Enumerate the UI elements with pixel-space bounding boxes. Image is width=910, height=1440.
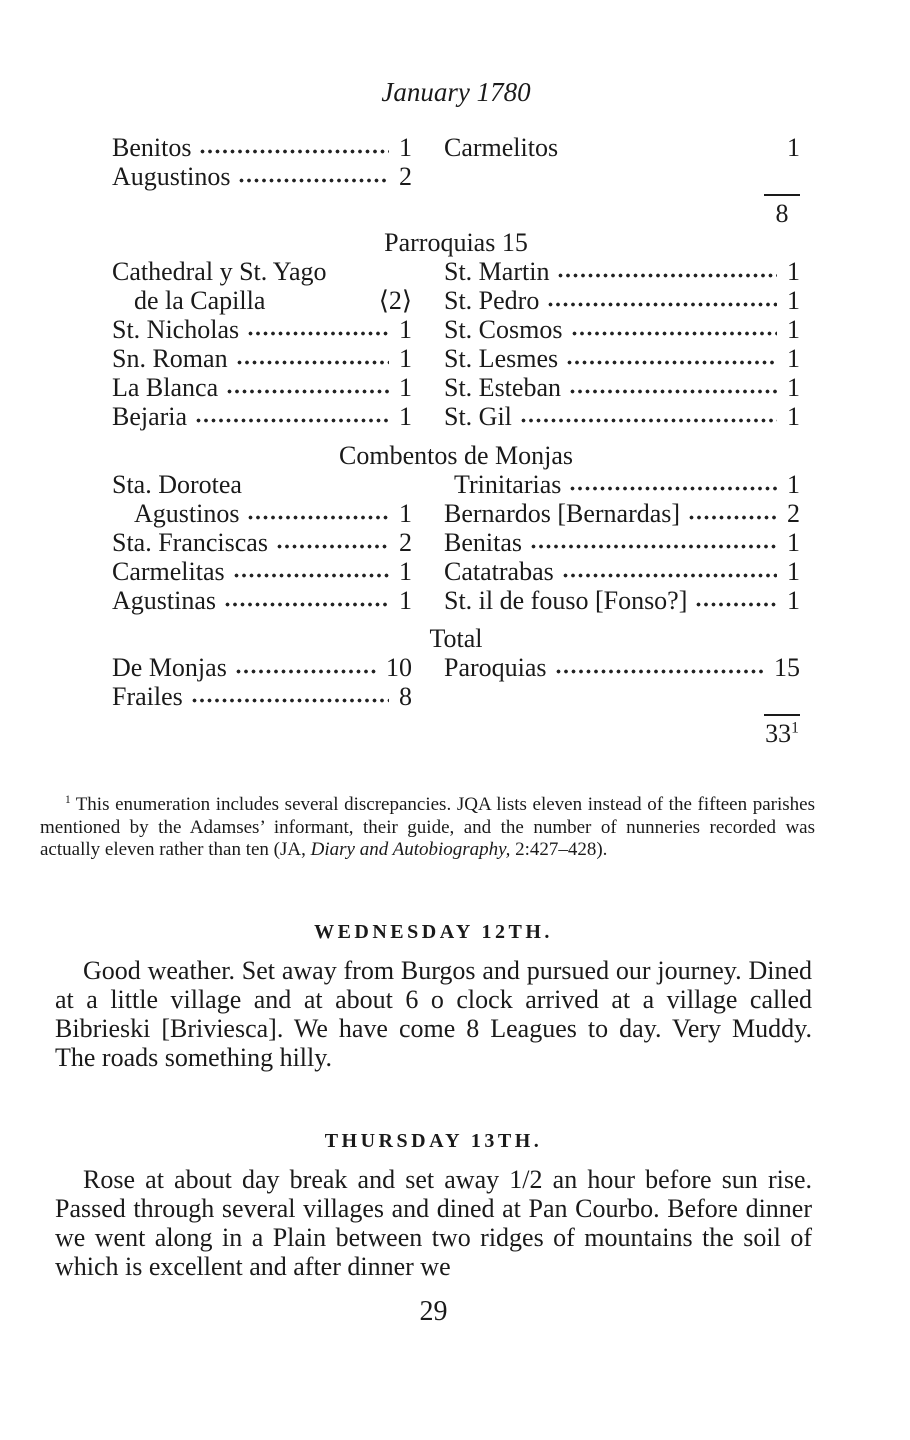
entry-label: Agustinos <box>134 499 240 528</box>
entry-value: ⟨2⟩ <box>378 286 412 315</box>
page-number: 29 <box>419 1295 448 1327</box>
tally-entry <box>444 344 800 373</box>
entry-value: 1 <box>787 586 800 615</box>
tally-entry <box>444 470 800 499</box>
dot-leader <box>570 486 777 494</box>
tally-entry <box>112 257 412 286</box>
entry-value: 8 <box>399 682 412 711</box>
tally-entry <box>444 557 800 586</box>
entry-value: 15 <box>774 653 800 682</box>
table-row <box>112 499 800 528</box>
entry-value: 1 <box>399 499 412 528</box>
dot-leader <box>248 331 389 339</box>
tally-entry <box>444 162 800 191</box>
tally-entry <box>112 133 412 162</box>
tally-entry <box>112 344 412 373</box>
table-row <box>112 286 800 315</box>
column-total-row <box>112 194 800 228</box>
entry-label: St. Cosmos <box>444 315 563 344</box>
entry-label: Benitas <box>444 528 522 557</box>
entry-value: 1 <box>787 133 800 162</box>
dot-leader <box>556 669 764 677</box>
entry-value: 1 <box>787 344 800 373</box>
tally-entry <box>112 402 412 431</box>
entry-label: Agustinas <box>112 586 216 615</box>
dot-leader <box>192 698 389 706</box>
section-header-parroquias: Parroquias 15 <box>384 228 528 257</box>
footnote <box>40 794 815 862</box>
entry-label: Catatrabas <box>444 557 554 586</box>
entry-label: Sta. Franciscas <box>112 528 268 557</box>
entry-heading: WEDNESDAY 12TH. <box>314 920 553 943</box>
dot-leader <box>277 544 389 552</box>
tally-entry <box>112 286 412 315</box>
entry-label: Sta. Dorotea <box>112 470 242 499</box>
entry-value: 10 <box>386 653 412 682</box>
entry-label: St. Gil <box>444 402 512 431</box>
table-row <box>112 682 800 711</box>
entry-value: 1 <box>787 528 800 557</box>
section-header-combentos: Combentos de Monjas <box>339 441 573 470</box>
tally-entry <box>444 499 800 528</box>
entry-label: Bejaria <box>112 402 188 431</box>
tally-entry <box>112 470 412 499</box>
entry-value: 2 <box>399 162 412 191</box>
entry-value: 2 <box>787 499 800 528</box>
tally-entry <box>112 373 412 402</box>
dot-leader <box>572 331 778 339</box>
table-row <box>112 315 800 344</box>
entry-label: Trinitarias <box>454 470 562 499</box>
table-row <box>112 402 800 431</box>
tally-entry <box>444 653 800 682</box>
dot-leader <box>200 149 389 157</box>
entry-body: Rose at about day break and set away 1/2 an hour before sun rise. Passed through several villages and dined at Pan Courbo. Before dinner we went along in a Plain between two ridges of mountains the soil of which is excellent and after dinner we <box>55 1164 812 1281</box>
dot-leader <box>696 602 777 610</box>
dot-leader <box>567 360 777 368</box>
table-row <box>112 373 800 402</box>
dot-leader <box>570 389 777 397</box>
table-row <box>112 133 800 162</box>
tally-entry <box>444 257 800 286</box>
table-row <box>112 557 800 586</box>
entry-label: Carmelitas <box>112 557 225 586</box>
entry-value: 1 <box>787 315 800 344</box>
tally-entry <box>112 557 412 586</box>
entry-label: Paroquias <box>444 653 547 682</box>
entry-label: St. Lesmes <box>444 344 559 373</box>
dot-leader <box>521 418 777 426</box>
table-row <box>112 344 800 373</box>
entry-value: 1 <box>787 557 800 586</box>
tally-entry <box>112 653 412 682</box>
table-row <box>112 162 800 191</box>
footnote-text-end: 2:427–428). <box>510 839 608 860</box>
grand-total-footnote-ref: 1 <box>791 719 799 737</box>
dot-leader <box>234 573 389 581</box>
entry-value: 1 <box>399 557 412 586</box>
footnote-citation-title: Diary and Autobiography, <box>310 839 511 860</box>
entry-label: St. Martin <box>444 257 550 286</box>
dot-leader <box>225 602 389 610</box>
entry-heading: THURSDAY 13TH. <box>324 1129 543 1152</box>
dot-leader <box>248 515 389 523</box>
grand-total-value: $33^1$ <box>764 714 800 748</box>
grand-total-row <box>112 714 800 748</box>
entry-body: Good weather. Set away from Burgos and pursued our journey. Dined at a little village and at about 6 o clock arrived at a village called Bibrieski [Briviesca]. We have come 8 Leagues to day. Very Muddy. The roads something hilly. <box>55 955 812 1072</box>
entry-value: 1 <box>787 257 800 286</box>
accounts-tally <box>112 133 800 748</box>
footnote-marker: 1 <box>65 793 71 806</box>
tally-entry <box>112 586 412 615</box>
tally-entry <box>444 528 800 557</box>
column-total-value: 8 <box>764 194 800 228</box>
entry-label: St. Esteban <box>444 373 561 402</box>
entry-value: 1 <box>787 402 800 431</box>
diary-entry-wednesday <box>0 920 910 1072</box>
dot-leader <box>563 573 777 581</box>
tally-entry <box>112 162 412 191</box>
entry-value: 1 <box>399 344 412 373</box>
entry-value: 2 <box>399 528 412 557</box>
tally-entry <box>444 682 800 711</box>
table-row <box>112 586 800 615</box>
dot-leader <box>558 273 777 281</box>
entry-value: 1 <box>787 373 800 402</box>
dot-leader <box>196 418 389 426</box>
tally-entry <box>112 682 412 711</box>
tally-entry <box>444 373 800 402</box>
tally-entry <box>112 499 412 528</box>
entry-label: St. il de fouso [Fonso?] <box>444 586 688 615</box>
entry-label: de la Capilla <box>134 286 266 315</box>
diary-entry-thursday <box>0 1129 910 1281</box>
entry-label: Frailes <box>112 682 183 711</box>
tally-entry <box>444 133 800 162</box>
table-row <box>112 470 800 499</box>
dot-leader <box>239 178 389 186</box>
entry-value: 1 <box>399 402 412 431</box>
tally-entry <box>444 402 800 431</box>
entry-label: Bernardos [Bernardas] <box>444 499 681 528</box>
table-row <box>112 528 800 557</box>
tally-entry <box>444 286 800 315</box>
entry-label: Carmelitos <box>444 133 559 162</box>
entry-label: Benitos <box>112 133 192 162</box>
running-head-date: January 1780 <box>381 77 531 107</box>
entry-value: 1 <box>399 373 412 402</box>
entry-value: 1 <box>399 133 412 162</box>
footnote-text: This enumeration includes several discrepancies. JQA lists eleven instead of the fifteen parishes mentioned by the Adamses’ informant, their guide, and the number of nunneries recorded was actually eleven rather than ten (JA, <box>40 794 815 860</box>
entry-label: St. Pedro <box>444 286 540 315</box>
tally-entry <box>112 528 412 557</box>
dot-leader <box>548 302 777 310</box>
table-row <box>112 257 800 286</box>
tally-entry <box>444 586 800 615</box>
entry-value: 1 <box>787 286 800 315</box>
entry-label: La Blanca <box>112 373 219 402</box>
entry-label: Sn. Roman <box>112 344 228 373</box>
entry-value: 1 <box>787 470 800 499</box>
entry-label: St. Nicholas <box>112 315 240 344</box>
entry-label: Cathedral y St. Yago <box>112 257 327 286</box>
entry-value: 1 <box>399 586 412 615</box>
tally-entry <box>444 315 800 344</box>
entry-label: Augustinos <box>112 162 231 191</box>
dot-leader <box>237 360 389 368</box>
entry-value: 1 <box>399 315 412 344</box>
dot-leader <box>689 515 777 523</box>
dot-leader <box>531 544 777 552</box>
entry-label: De Monjas <box>112 653 227 682</box>
dot-leader <box>227 389 389 397</box>
dot-leader <box>236 669 376 677</box>
tally-entry <box>112 315 412 344</box>
table-row <box>112 653 800 682</box>
section-header-total: Total <box>429 624 483 653</box>
